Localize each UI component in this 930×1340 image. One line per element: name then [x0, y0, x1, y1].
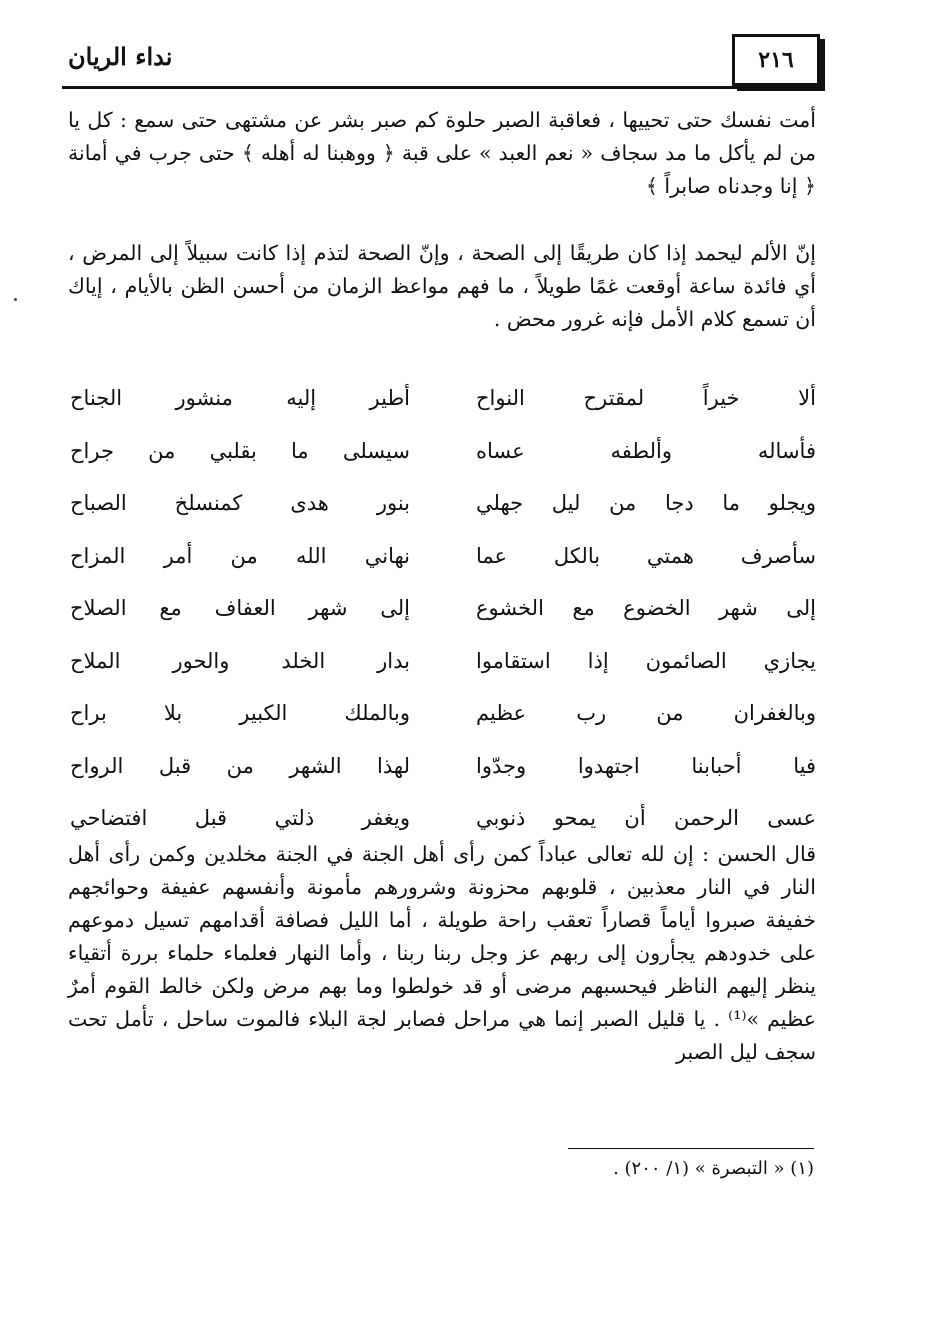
- verse-row: [70, 582, 816, 635]
- verse-row: [70, 425, 816, 478]
- page-number-box: [732, 34, 820, 86]
- verse-first-hemistich: إلى شهر الخضوع مع الخشوع: [476, 596, 816, 621]
- page-header: [62, 28, 820, 86]
- verse-second-hemistich: نهاني الله من أمر المزاح: [70, 543, 410, 568]
- verse-row: [70, 687, 816, 740]
- verse-row: [70, 372, 816, 425]
- paragraph-3: قال الحسن : إن لله تعالى عباداً كمن رأى أهل الجنة في الجنة مخلدين وكمن رأى أهل النار في النار معذبين ، قلوبهم محزونة وشرورهم مأمونة وأنفسهم عفيفة وحوائجهم خفيفة صبروا أياماً قصاراً تعقب راحة طويلة ، أما الليل فصافة أقدامهم تسيل دموعهم على خدودهم يجأرون إلى ربهم عز وجل ربنا ربنا ، وأما النهار فعلماء حلماء بررة أتقياء ينظر إليهم الناظر فيحسبهم مرضى أو قد خولطوا وما بهم مرض ولكن خالط القوم أمرٌ عظيم »⁽¹⁾ . يا قليل الصبر إنما هي مراحل فصابر لجة البلاء فالموت ساحل ، تأمل تحت سجف ليل الصبر: [68, 842, 816, 1064]
- verse-second-hemistich: أطير إليه منشور الجناح: [70, 386, 410, 411]
- verse-row: [70, 792, 816, 845]
- scan-speck: [14, 298, 17, 301]
- page-number: ٢١٦: [758, 47, 794, 73]
- verse-second-hemistich: وبالملك الكبير بلا براح: [70, 701, 410, 726]
- verse-first-hemistich: يجازي الصائمون إذا استقاموا: [476, 648, 816, 673]
- verse-row: [70, 530, 816, 583]
- verse-row: [70, 635, 816, 688]
- verse-row: [70, 477, 816, 530]
- verse-second-hemistich: ويغفر ذلتي قبل افتضاحي: [70, 806, 410, 831]
- verse-second-hemistich: بنور هدى كمنسلخ الصباح: [70, 491, 410, 516]
- book-title: نداء الريان: [68, 42, 173, 71]
- paragraph-1: أمت نفسك حتى تحييها ، فعاقبة الصبر حلوة كم صبر بشر عن مشتهى حتى سمع : كل يا من لم يأكل ما مد سجاف « نعم العبد » على قبة ﴿ ووهبنا له أهله ﴾ حتى جرب في أمانة ﴿ إنا وجدناه صابراً ﴾: [68, 108, 816, 198]
- verse-first-hemistich: عسى الرحمن أن يمحو ذنوبي: [476, 806, 816, 831]
- verse-second-hemistich: بدار الخلد والحور الملاح: [70, 648, 410, 673]
- verse-first-hemistich: ويجلو ما دجا من ليل جهلي: [476, 491, 816, 516]
- paragraph-2: إنّ الألم ليحمد إذا كان طريقًا إلى الصحة ، وإنّ الصحة لتذم إذا كانت سبيلاً إلى المرض ، أي فائدة ساعة أوقعت غمًا طويلاً ، ما فهم مواعظ الزمان من أحسن الظن بالأيام ، إياك أن تسمع كلام الأمل فإنه غرور محض .: [68, 241, 816, 331]
- verse-second-hemistich: لهذا الشهر من قبل الرواح: [70, 753, 410, 778]
- verse-row: [70, 740, 816, 793]
- verse-first-hemistich: فيا أحبابنا اجتهدوا وجدّوا: [476, 753, 816, 778]
- poem: [70, 372, 816, 845]
- verse-second-hemistich: سيسلى ما بقلبي من جراح: [70, 438, 410, 463]
- verse-first-hemistich: ألا خيراً لمقترح النواح: [476, 386, 816, 411]
- footnote: (١) « التبصرة » (١/ ٢٠٠) .: [613, 1158, 814, 1179]
- verse-first-hemistich: وبالغفران من رب عظيم: [476, 701, 816, 726]
- verse-first-hemistich: فأساله وألطفه عساه: [476, 438, 816, 463]
- header-rule: [62, 86, 820, 89]
- footnote-rule: [568, 1148, 814, 1149]
- verse-first-hemistich: سأصرف همتي بالكل عما: [476, 543, 816, 568]
- verse-second-hemistich: إلى شهر العفاف مع الصلاح: [70, 596, 410, 621]
